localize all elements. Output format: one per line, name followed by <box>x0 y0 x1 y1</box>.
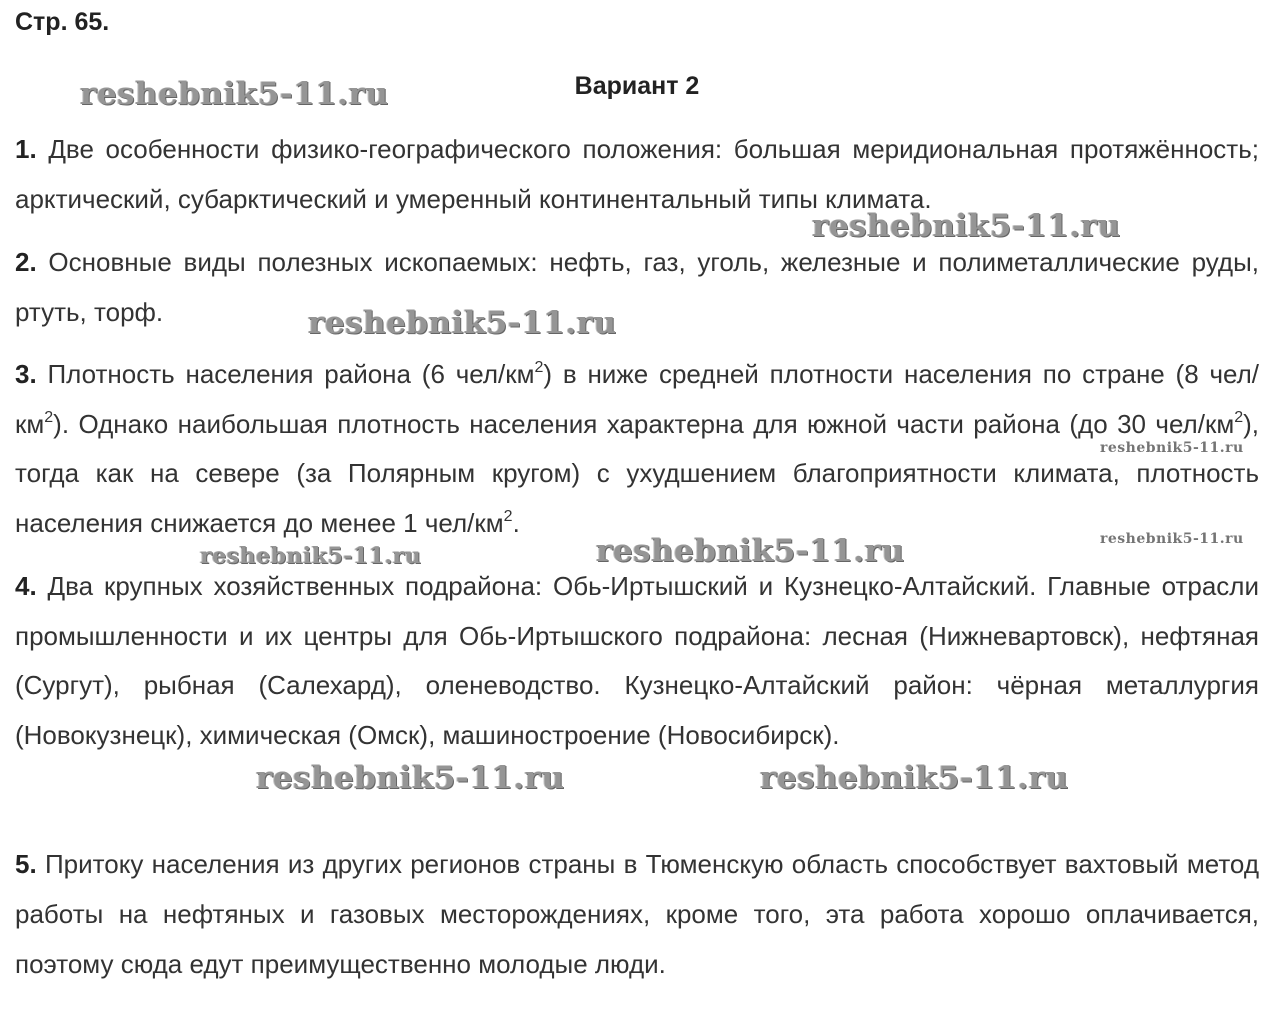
answer-text: ). Однако наибольшая плотность населения характерна для южной части района (до 30 чел/км <box>53 408 1235 439</box>
superscript: 2 <box>44 408 54 426</box>
answer-3 <box>15 350 1259 548</box>
superscript: 2 <box>534 358 544 376</box>
watermark: reshebnik5-11.ru <box>760 760 1069 796</box>
answer-number: 4. <box>15 571 37 601</box>
answer-text: ), тогда как на севере (за Полярным кругом) с ухудшением благоприятности климата, плотность населения снижается до менее 1 чел/км <box>15 408 1259 538</box>
superscript: 2 <box>503 507 513 525</box>
watermark: reshebnik5-11.ru <box>308 305 617 341</box>
answer-number: 1. <box>15 134 37 164</box>
watermark: reshebnik5-11.ru <box>812 208 1121 244</box>
watermark: reshebnik5-11.ru <box>256 760 565 796</box>
answer-text: Притоку населения из других регионов страны в Тюменскую область способствует вахтовый метод работы на нефтяных и газовых месторождениях, кроме того, эта работа хорошо оплачивается, поэтому сюда едут преимущественно молодые люди. <box>15 849 1259 979</box>
answer-2 <box>15 238 1259 337</box>
answer-5 <box>15 839 1259 989</box>
watermark: reshebnik5-11.ru <box>200 543 422 569</box>
answer-text: Два крупных хозяйственных подрайона: Обь-Иртышский и Кузнецко-Алтайский. Главные отрасли промышленности и их центры для Обь-Иртышского подрайона: лесная (Нижневартовск), нефтяная (Сургут), рыбная (Салехард), оленеводство. Кузнецко-Алтайский район: чёрная металлургия (Новокузнецк), химическая (Омск), машиностроение (Новосибирск). <box>15 571 1259 750</box>
answer-text: Основные виды полезных ископаемых: нефть, газ, уголь, железные и полиметаллические руды, ртуть, торф. <box>15 247 1259 327</box>
page-number: Стр. 65. <box>15 8 110 36</box>
watermark: reshebnik5-11.ru <box>1100 440 1244 456</box>
watermark: reshebnik5-11.ru <box>80 76 389 112</box>
variant-title: Вариант 2 <box>574 72 700 100</box>
answer-number: 5. <box>15 849 37 879</box>
answer-text: . <box>512 507 520 538</box>
superscript: 2 <box>1234 408 1244 426</box>
answer-text: ) в ниже средней плотности населения по стране (8 чел/км <box>15 359 1259 439</box>
answer-text: Плотность населения района (6 чел/км <box>36 359 535 389</box>
answer-4 <box>15 562 1259 760</box>
answer-number: 3. <box>15 359 37 389</box>
answer-text: Две особенности физико-географического положения: большая меридиональная протяжённость; арктический, субарктический и умеренный континентальный типы климата. <box>15 134 1259 214</box>
watermark: reshebnik5-11.ru <box>1100 531 1244 547</box>
answer-number: 2. <box>15 247 37 277</box>
watermark: reshebnik5-11.ru <box>596 533 905 569</box>
